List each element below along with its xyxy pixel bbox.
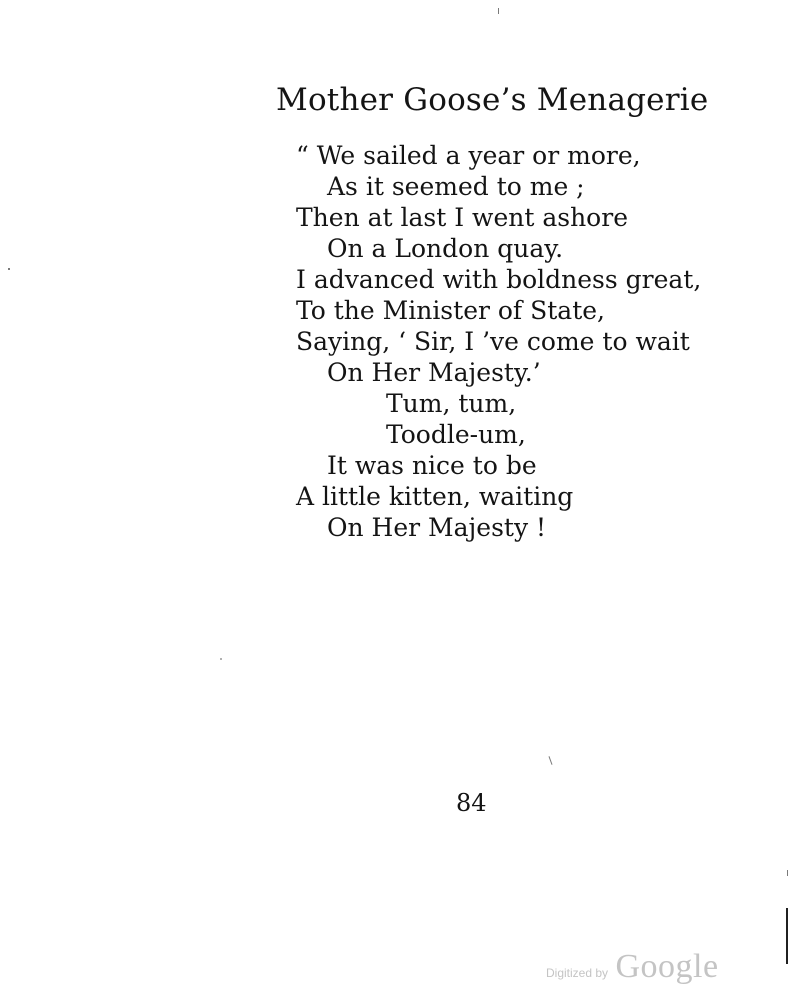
poem-line: Then at last I went ashore bbox=[296, 203, 628, 232]
poem-line: A little kitten, waiting bbox=[296, 482, 574, 511]
watermark-brand: Google bbox=[615, 948, 719, 985]
poem-line: On a London quay. bbox=[327, 234, 564, 263]
poem-line: Toodle-um, bbox=[386, 420, 526, 449]
poem-line: To the Minister of State, bbox=[296, 296, 605, 325]
poem-line: It was nice to be bbox=[327, 451, 537, 480]
poem-line: On Her Majesty.’ bbox=[327, 358, 541, 387]
scan-speck bbox=[787, 870, 788, 876]
poem-line: As it seemed to me ; bbox=[327, 172, 585, 201]
poem-line: I advanced with boldness great, bbox=[296, 265, 702, 294]
scan-speck bbox=[548, 756, 552, 765]
poem-line: Saying, ‘ Sir, I ’ve come to wait bbox=[296, 327, 690, 356]
digitized-watermark bbox=[546, 948, 719, 986]
watermark-prefix: Digitized by bbox=[546, 966, 609, 980]
page-number: 84 bbox=[456, 789, 487, 817]
poem-line: “ We sailed a year or more, bbox=[296, 141, 641, 170]
running-head: Mother Goose’s Menagerie bbox=[276, 82, 709, 118]
scan-speck bbox=[220, 658, 222, 660]
scan-speck bbox=[786, 908, 788, 964]
scan-speck bbox=[8, 268, 10, 270]
poem-line: On Her Majesty ! bbox=[327, 513, 547, 542]
poem bbox=[296, 140, 701, 543]
scan-speck bbox=[498, 8, 499, 14]
poem-line: Tum, tum, bbox=[386, 389, 517, 418]
